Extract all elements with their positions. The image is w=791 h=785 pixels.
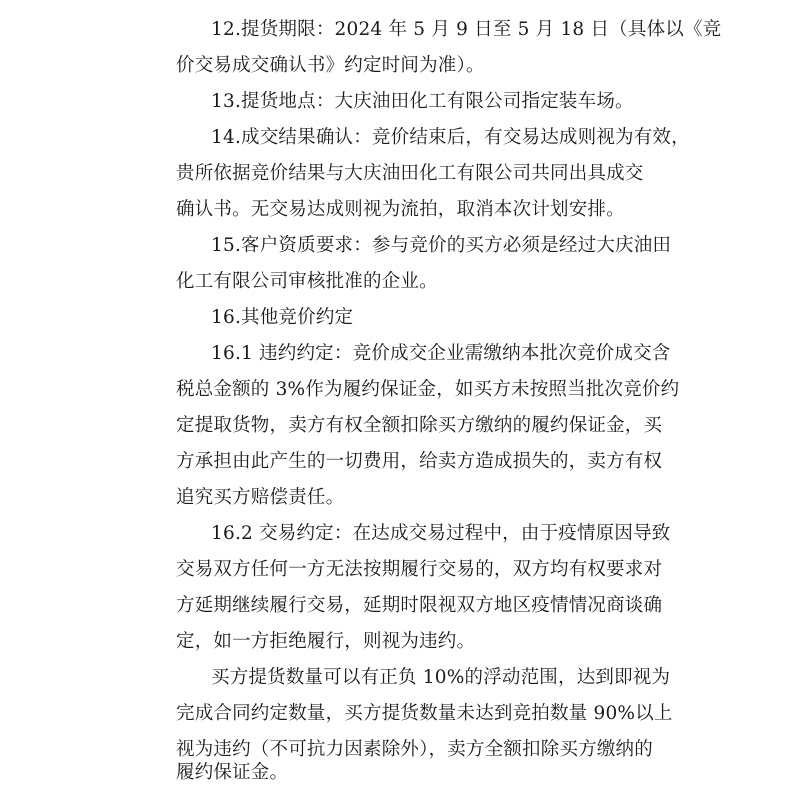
text-line: 15.客户资质要求：参与竞价的买方必须是经过大庆油田 xyxy=(211,235,672,256)
text-line: 确认书。无交易达成则视为流拍，取消本次计划安排。 xyxy=(176,199,625,220)
text-line: 16.2 交易约定：在达成交易过程中，由于疫情原因导致 xyxy=(211,523,671,544)
text-line: 16.1 违约约定：竞价成交企业需缴纳本批次竞价成交含 xyxy=(211,343,671,364)
section-heading: 16.其他竞价约定 xyxy=(211,307,354,328)
text-line: 13.提货地点：大庆油田化工有限公司指定装车场。 xyxy=(211,91,634,112)
text-line: 视为违约（不可抗力因素除外），卖方全额扣除买方缴纳的 xyxy=(176,739,653,760)
text-line: 买方提货数量可以有正负 10%的浮动范围，达到即视为 xyxy=(211,667,671,688)
text-line: 方延期继续履行交易，延期时限视双方地区疫情情况商谈确 xyxy=(176,595,663,616)
text-line: 追究买方赔偿责任。 xyxy=(176,487,345,508)
text-line: 定，如一方拒绝履行，则视为违约。 xyxy=(176,631,476,652)
text-line: 定提取货物，卖方有权全额扣除买方缴纳的履约保证金，买 xyxy=(176,415,663,436)
text-line: 方承担由此产生的一切费用，给卖方造成损失的，卖方有权 xyxy=(176,451,663,472)
text-line: 12.提货期限：2024 年 5 月 9 日至 5 月 18 日（具体以《竞 xyxy=(211,19,722,40)
text-line: 14.成交结果确认：竞价结束后，有交易达成则视为有效， xyxy=(211,127,690,148)
text-line: 贵所依据竞价结果与大庆油田化工有限公司共同出具成交 xyxy=(176,163,644,184)
text-line: 交易双方任何一方无法按期履行交易的，双方均有权要求对 xyxy=(176,559,663,580)
text-line: 履约保证金。 xyxy=(176,762,289,783)
text-line: 税总金额的 3%作为履约保证金，如买方未按照当批次竞价约 xyxy=(176,379,680,400)
text-line: 价交易成交确认书》约定时间为准）。 xyxy=(176,55,485,76)
text-line: 完成合同约定数量，买方提货数量未达到竞拍数量 90%以上 xyxy=(176,703,673,724)
text-line: 化工有限公司审核批准的企业。 xyxy=(176,271,438,292)
